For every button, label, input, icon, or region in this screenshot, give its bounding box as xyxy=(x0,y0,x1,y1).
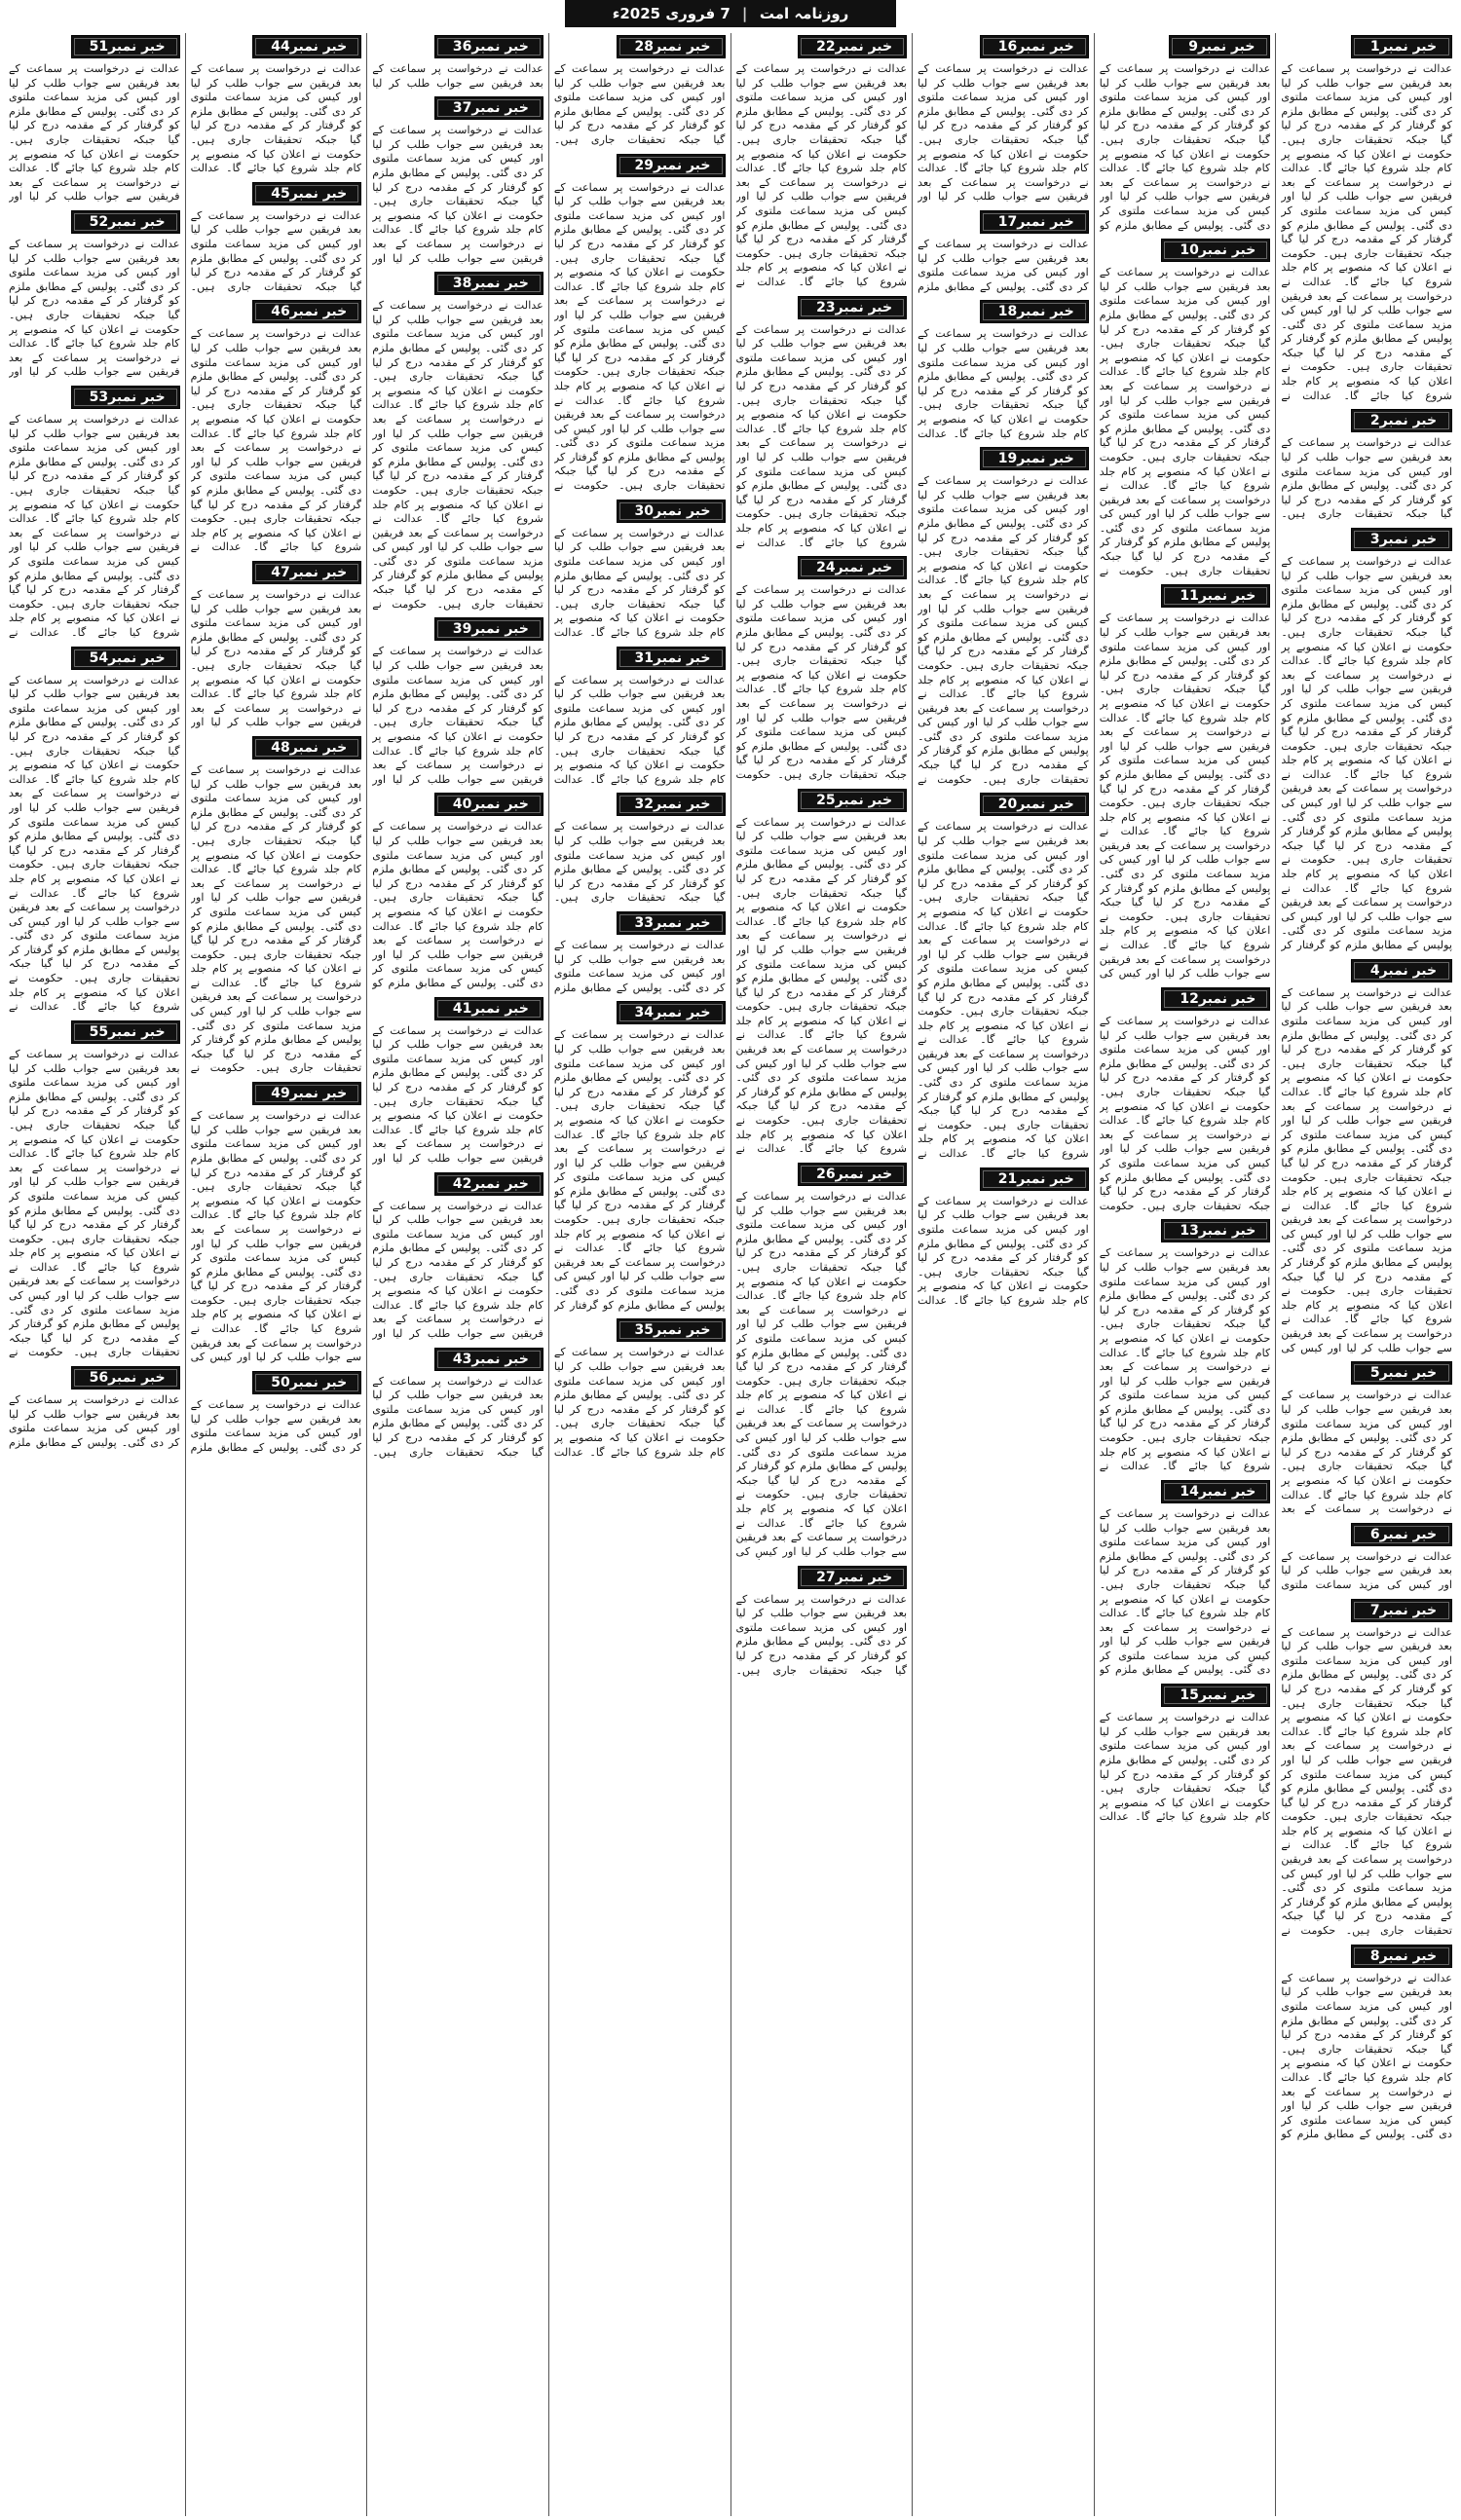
news-number-badge: خبر نمبر6 xyxy=(1351,1523,1452,1546)
news-item xyxy=(554,793,726,906)
news-body-text: عدالت نے درخواست پر سماعت کے بعد فریقین سے جواب طلب کر لیا اور کیس کی مزید سماعت ملتوی کر دی گئی۔ پولیس کے مطابق ملزم کو گرفتار کر کے مقدمہ درج کر لیا گیا جبکہ تحقیقات جاری ہیں۔ حکومت نے اعلان کیا کہ منصوبے پر کام جلد شروع کیا جائے گا۔ عدالت نے درخواست پر سماعت کے بعد فریقین سے جواب طلب کر لیا اور کیس کی مزید سماعت ملتوی کر دی گئی۔ پولیس کے مطابق ملزم کو گرفتار کر کے مقدمہ درج کر لیا گیا جبکہ تحقیقات جاری ہیں۔ حکومت xyxy=(1099,1014,1271,1212)
news-column xyxy=(4,33,185,2516)
news-item-header xyxy=(372,997,543,1020)
news-item xyxy=(1100,584,1271,982)
news-item-header xyxy=(191,300,362,323)
news-item-header xyxy=(191,1082,362,1105)
news-body-text: عدالت نے درخواست پر سماعت کے بعد فریقین سے جواب طلب کر لیا اور کیس کی مزید سماعت ملتوی کر دی گئی۔ پولیس کے مطابق ملزم کو گرفتار کر کے مقدمہ درج کر لیا گیا جبکہ تحقیقات جاری ہیں۔ حکومت نے اعلان کیا کہ منصوبے پر کام جلد شروع کیا جائے گا۔ عدالت نے درخواست پر سماعت کے بعد فریقین سے جواب طلب کر لیا اور کیس کی مزید سماعت ملتوی کر دی گئی۔ پولیس کے مطابق ملزم کو گرفتار کر کے مقدمہ درج کر لیا گیا جبکہ تحقیقات جاری ہیں۔ حکومت نے اعلان کیا کہ منصوبے پر کام جلد شروع کیا جائے گا۔ عدالت نے درخواست پر سماعت کے بعد فریقین سے جواب طلب کر لیا اور کیس کی مزید سماعت ملتوی کر دی گئی۔ پولیس کے مطابق ملزم کو گرفتار کر کے مقدمہ درج کر لیا گیا جبکہ تحقیقات جاری ہیں۔ حکومت نے xyxy=(9,1047,180,1359)
news-item xyxy=(736,789,908,1157)
news-item xyxy=(736,35,908,290)
news-body-text: عدالت نے درخواست پر سماعت کے بعد فریقین سے جواب طلب کر لیا اور کیس کی مزید سماعت ملتوی کر دی گئی۔ پولیس کے مطابق ملزم کو گرفتار کر کے مقدمہ درج کر لیا گیا جبکہ تحقیقات جاری ہیں۔ حکومت نے اعلان کیا کہ منصوبے پر کام جلد شروع کیا جائے گا۔ عدالت xyxy=(553,1346,726,1459)
news-number-badge: خبر نمبر47 xyxy=(252,561,361,584)
news-number-badge: خبر نمبر49 xyxy=(252,1082,361,1105)
news-item-header xyxy=(372,1348,543,1371)
news-item-header xyxy=(1281,1945,1452,1968)
news-body-text: عدالت نے درخواست پر سماعت کے بعد فریقین سے جواب طلب کر لیا اور کیس کی مزید سماعت ملتوی کر دی گئی۔ پولیس کے مطابق ملزم کو گرفتار کر کے مقدمہ درج کر لیا گیا جبکہ تحقیقات جاری ہیں۔ حکومت نے اعلان کیا کہ منصوبے پر کام جلد شروع کیا جائے گا۔ عدالت نے درخواست پر سماعت کے بعد فریقین سے جواب طلب کر لیا اور کیس کی مزید سماعت ملتوی کر دی گئی۔ پولیس کے مطابق ملزم کو گرفتار کر کے مقدمہ درج کر لیا گیا جبکہ تحقیقات جاری ہیں۔ حکومت نے اعلان کیا کہ منصوبے پر کام جلد شروع کیا جائے گا۔ عدالت نے درخواست پر سماعت کے بعد فریقین سے جواب طلب کر لیا اور کیس کی xyxy=(190,1109,362,1364)
news-number-badge: خبر نمبر3 xyxy=(1351,528,1452,551)
news-item-header xyxy=(554,1001,726,1024)
news-body-text: عدالت نے درخواست پر سماعت کے بعد فریقین سے جواب طلب کر لیا اور کیس کی مزید سماعت ملتوی کر دی گئی۔ پولیس کے مطابق ملزم کو گرفتار کر کے مقدمہ درج کر لیا گیا جبکہ تحقیقات جاری ہیں۔ حکومت نے اعلان کیا کہ منصوبے پر کام جلد شروع کیا جائے گا۔ عدالت نے درخواست پر سماعت کے بعد فریقین سے جواب طلب کر لیا اور کیس کی مزید سماعت ملتوی کر دی گئی۔ پولیس کے مطابق ملزم کو xyxy=(1099,62,1271,232)
news-body-text: عدالت نے درخواست پر سماعت کے بعد فریقین سے جواب طلب کر لیا اور کیس کی مزید سماعت ملتوی کر دی گئی۔ پولیس کے مطابق ملزم xyxy=(190,1397,362,1454)
news-column xyxy=(730,33,913,2516)
news-item-header xyxy=(1281,1599,1452,1622)
news-item xyxy=(191,1082,362,1365)
news-item xyxy=(9,386,180,641)
news-number-badge: خبر نمبر43 xyxy=(434,1348,543,1371)
news-item-header xyxy=(918,1167,1089,1191)
news-columns xyxy=(4,33,1457,2516)
news-body-text: عدالت نے درخواست پر سماعت کے بعد فریقین سے جواب طلب کر لیا اور کیس کی مزید سماعت ملتوی کر دی گئی۔ پولیس کے مطابق ملزم کو گرفتار کر کے مقدمہ درج کر لیا گیا جبکہ تحقیقات جاری ہیں۔ حکومت نے اعلان کیا کہ منصوبے پر کام جلد شروع کیا جائے گا۔ عدالت نے درخواست پر سماعت کے بعد فریقین سے جواب طلب کر لیا اور کیس کی مزید سماعت ملتوی کر دی گئی۔ پولیس کے مطابق ملزم کو گرفتار کر کے مقدمہ درج کر لیا گیا جبکہ تحقیقات جاری ہیں۔ حکومت نے اعلان کیا کہ منصوبے پر کام جلد شروع کیا جائے گا۔ عدالت نے درخواست پر سماعت کے بعد فریقین سے جواب طلب کر لیا اور کیس کی مزید سماعت ملتوی کر دی گئی۔ پولیس کے مطابق ملزم کو گرفتار کر کے مقدمہ درج کر لیا گیا جبکہ تحقیقات جاری ہیں۔ حکومت نے اعلان کیا کہ منصوبے پر کام جلد شروع کیا جائے گا۔ عدالت نے xyxy=(1281,62,1452,402)
news-body-text: عدالت نے درخواست پر سماعت کے بعد فریقین سے جواب طلب کر لیا اور کیس کی مزید سماعت ملتوی کر دی گئی۔ پولیس کے مطابق ملزم کو گرفتار کر کے مقدمہ درج کر لیا گیا جبکہ تحقیقات جاری ہیں۔ حکومت نے اعلان کیا کہ منصوبے پر کام جلد شروع کیا جائے گا۔ عدالت xyxy=(553,526,726,639)
news-number-badge: خبر نمبر7 xyxy=(1351,1599,1452,1622)
news-column xyxy=(185,33,367,2516)
news-body-text: عدالت نے درخواست پر سماعت کے بعد فریقین سے جواب طلب کر لیا اور کیس کی مزید سماعت ملتوی کر دی گئی۔ پولیس کے مطابق ملزم کو گرفتار کر کے مقدمہ درج کر لیا گیا جبکہ تحقیقات جاری ہیں۔ حکومت نے اعلان کیا کہ منصوبے پر کام جلد شروع کیا جائے گا۔ عدالت نے درخواست پر سماعت کے بعد فریقین سے جواب طلب کر لیا اور xyxy=(372,1199,543,1340)
news-item-header xyxy=(554,1318,726,1342)
news-item-header xyxy=(554,793,726,816)
news-number-badge: خبر نمبر14 xyxy=(1161,1480,1270,1503)
news-number-badge: خبر نمبر37 xyxy=(434,96,543,120)
news-body-text: عدالت نے درخواست پر سماعت کے بعد فریقین سے جواب طلب کر لیا اور کیس کی مزید سماعت ملتوی کر دی گئی۔ پولیس کے مطابق ملزم کو گرفتار کر کے مقدمہ درج کر لیا گیا جبکہ تحقیقات جاری ہیں۔ xyxy=(372,1374,543,1459)
news-body-text: عدالت نے درخواست پر سماعت کے بعد فریقین سے جواب طلب کر لیا اور کیس کی مزید سماعت ملتوی کر دی گئی۔ پولیس کے مطابق ملزم کو گرفتار کر کے مقدمہ درج کر لیا گیا جبکہ تحقیقات جاری ہیں۔ حکومت نے اعلان کیا کہ منصوبے پر کام جلد شروع کیا جائے گا۔ عدالت xyxy=(553,673,726,786)
news-item xyxy=(1100,1219,1271,1474)
news-item-header xyxy=(9,1366,180,1390)
news-item-header xyxy=(736,556,908,579)
news-item-header xyxy=(372,272,543,295)
news-item xyxy=(554,1318,726,1460)
masthead-title: روزنامہ امت xyxy=(759,5,849,22)
news-item xyxy=(1100,35,1271,233)
news-item-header xyxy=(191,736,362,760)
news-item-header xyxy=(736,789,908,812)
news-number-badge: خبر نمبر13 xyxy=(1161,1219,1270,1242)
news-body-text: عدالت نے درخواست پر سماعت کے بعد فریقین سے جواب طلب کر لیا اور کیس کی مزید سماعت ملتوی کر دی گئی۔ پولیس کے مطابق ملزم کو گرفتار کر کے مقدمہ درج کر لیا گیا جبکہ تحقیقات جاری ہیں۔ حکومت نے اعلان کیا کہ منصوبے پر کام جلد شروع کیا جائے گا۔ عدالت نے درخواست پر سماعت کے بعد فریقین سے جواب طلب کر لیا اور xyxy=(372,1023,543,1165)
news-item xyxy=(9,1366,180,1450)
news-item xyxy=(918,35,1089,204)
news-body-text: عدالت نے درخواست پر سماعت کے بعد فریقین سے جواب طلب کر لیا اور کیس کی مزید سماعت ملتوی کر دی گئی۔ پولیس کے مطابق ملزم کو گرفتار کر کے مقدمہ درج کر لیا گیا جبکہ تحقیقات جاری ہیں۔ حکومت نے اعلان کیا کہ منصوبے پر کام جلد شروع کیا جائے گا۔ عدالت نے درخواست پر سماعت کے بعد فریقین سے جواب طلب کر لیا اور xyxy=(9,62,180,204)
news-number-badge: خبر نمبر19 xyxy=(980,447,1089,470)
masthead-separator: | xyxy=(741,5,748,22)
news-item xyxy=(1281,1945,1452,2142)
news-item xyxy=(191,300,362,555)
news-number-badge: خبر نمبر2 xyxy=(1351,409,1452,432)
news-number-badge: خبر نمبر50 xyxy=(252,1371,361,1394)
news-item xyxy=(9,1020,180,1360)
news-item-header xyxy=(1100,1684,1271,1707)
news-body-text: عدالت نے درخواست پر سماعت کے بعد فریقین سے جواب طلب کر لیا اور کیس کی مزید سماعت ملتوی کر دی گئی۔ پولیس کے مطابق ملزم کو گرفتار کر کے مقدمہ درج کر لیا گیا جبکہ تحقیقات جاری ہیں۔ حکومت نے اعلان کیا کہ منصوبے پر کام جلد شروع کیا جائے گا۔ عدالت نے درخواست پر سماعت کے بعد فریقین سے جواب طلب کر لیا اور کیس کی مزید سماعت ملتوی کر دی گئی۔ پولیس کے مطابق ملزم کو گرفتار کر کے مقدمہ درج کر لیا گیا جبکہ تحقیقات جاری ہیں۔ حکومت نے اعلان کیا کہ منصوبے پر کام جلد شروع کیا جائے گا۔ عدالت نے درخواست پر سماعت کے بعد فریقین سے جواب طلب کر لیا اور کیس کی مزید سماعت ملتوی کر دی گئی۔ پولیس کے مطابق ملزم کو گرفتار کر کے مقدمہ درج کر لیا گیا جبکہ تحقیقات جاری ہیں۔ حکومت نے اعلان کیا کہ منصوبے پر کام جلد شروع کیا جائے گا۔ عدالت نے xyxy=(9,673,180,1014)
news-item-header xyxy=(1100,35,1271,58)
news-column xyxy=(912,33,1094,2516)
news-item xyxy=(191,736,362,1076)
news-body-text: عدالت نے درخواست پر سماعت کے بعد فریقین سے جواب طلب کر لیا اور کیس کی مزید سماعت ملتوی کر دی گئی۔ پولیس کے مطابق ملزم xyxy=(918,238,1089,293)
news-item-header xyxy=(918,300,1089,323)
news-number-badge: خبر نمبر26 xyxy=(798,1163,907,1186)
news-body-text: عدالت نے درخواست پر سماعت کے بعد فریقین سے جواب طلب کر لیا اور کیس کی مزید سماعت ملتوی کر دی گئی۔ پولیس کے مطابق ملزم کو گرفتار کر کے مقدمہ درج کر لیا گیا جبکہ تحقیقات جاری ہیں۔ xyxy=(553,62,726,146)
news-body-text: عدالت نے درخواست پر سماعت کے بعد فریقین سے جواب طلب کر لیا xyxy=(372,62,543,90)
news-item-header xyxy=(736,1163,908,1186)
news-number-badge: خبر نمبر27 xyxy=(798,1566,907,1589)
news-column xyxy=(1094,33,1276,2516)
news-number-badge: خبر نمبر22 xyxy=(798,35,907,58)
news-item-header xyxy=(918,793,1089,816)
news-item xyxy=(191,1371,362,1455)
news-item-header xyxy=(1281,528,1452,551)
news-item-header xyxy=(9,210,180,234)
news-body-text: عدالت نے درخواست پر سماعت کے بعد فریقین سے جواب طلب کر لیا اور کیس کی مزید سماعت ملتوی کر دی گئی۔ پولیس کے مطابق ملزم کو گرفتار کر کے مقدمہ درج کر لیا گیا جبکہ تحقیقات جاری ہیں۔ حکومت نے اعلان کیا کہ منصوبے پر کام جلد شروع کیا جائے گا۔ عدالت نے درخواست پر سماعت کے بعد فریقین سے جواب طلب کر لیا اور کیس کی مزید سماعت ملتوی کر دی گئی۔ پولیس کے مطابق ملزم کو xyxy=(372,820,543,989)
news-body-text: عدالت نے درخواست پر سماعت کے بعد فریقین سے جواب طلب کر لیا اور کیس کی مزید سماعت ملتوی کر دی گئی۔ پولیس کے مطابق ملزم کو گرفتار کر کے مقدمہ درج کر لیا گیا جبکہ تحقیقات جاری ہیں۔ حکومت نے اعلان کیا کہ منصوبے پر کام جلد شروع کیا جائے گا۔ عدالت xyxy=(918,327,1089,440)
news-body-text: عدالت نے درخواست پر سماعت کے بعد فریقین سے جواب طلب کر لیا اور کیس کی مزید سماعت ملتوی کر دی گئی۔ پولیس کے مطابق ملزم کو گرفتار کر کے مقدمہ درج کر لیا گیا جبکہ تحقیقات جاری ہیں۔ xyxy=(553,820,726,905)
news-column xyxy=(366,33,548,2516)
news-item-header xyxy=(1281,959,1452,982)
news-number-badge: خبر نمبر45 xyxy=(252,182,361,205)
news-number-badge: خبر نمبر44 xyxy=(252,35,361,58)
news-body-text: عدالت نے درخواست پر سماعت کے بعد فریقین سے جواب طلب کر لیا اور کیس کی مزید سماعت ملتوی کر دی گئی۔ پولیس کے مطابق ملزم xyxy=(553,938,726,994)
news-item-header xyxy=(1100,239,1271,262)
news-number-badge: خبر نمبر42 xyxy=(434,1172,543,1196)
news-number-badge: خبر نمبر46 xyxy=(252,300,361,323)
news-number-badge: خبر نمبر39 xyxy=(434,617,543,641)
news-number-badge: خبر نمبر16 xyxy=(980,35,1089,58)
news-item-header xyxy=(191,182,362,205)
news-body-text: عدالت نے درخواست پر سماعت کے بعد فریقین سے جواب طلب کر لیا اور کیس کی مزید سماعت ملتوی کر دی گئی۔ پولیس کے مطابق ملزم کو گرفتار کر کے مقدمہ درج کر لیا گیا جبکہ تحقیقات جاری ہیں۔ حکومت نے اعلان کیا کہ منصوبے پر کام جلد شروع کیا جائے گا۔ عدالت xyxy=(918,1194,1089,1307)
news-number-badge: خبر نمبر51 xyxy=(71,35,180,58)
news-number-badge: خبر نمبر36 xyxy=(434,35,543,58)
news-item xyxy=(918,1167,1089,1309)
news-body-text: عدالت نے درخواست پر سماعت کے بعد فریقین سے جواب طلب کر لیا اور کیس کی مزید سماعت ملتوی کر دی گئی۔ پولیس کے مطابق ملزم کو گرفتار کر کے مقدمہ درج کر لیا گیا جبکہ تحقیقات جاری ہیں۔ حکومت نے اعلان کیا کہ منصوبے پر کام جلد شروع کیا جائے گا۔ عدالت نے درخواست پر سماعت کے بعد فریقین سے جواب طلب کر لیا اور کیس کی مزید سماعت ملتوی کر دی گئی۔ پولیس کے مطابق ملزم کو گرفتار کر کے مقدمہ درج کر لیا گیا جبکہ تحقیقات جاری ہیں۔ حکومت نے اعلان کیا کہ منصوبے پر کام جلد شروع کیا جائے گا۔ عدالت نے درخواست پر سماعت کے بعد فریقین سے جواب طلب کر لیا اور کیس کی مزید سماعت ملتوی کر دی گئی۔ پولیس کے مطابق ملزم کو گرفتار کر کے مقدمہ درج کر لیا گیا جبکہ تحقیقات جاری ہیں۔ حکومت نے xyxy=(1099,266,1271,577)
news-item xyxy=(1100,1684,1271,1825)
news-number-badge: خبر نمبر23 xyxy=(798,296,907,319)
news-item xyxy=(1281,409,1452,522)
news-body-text: عدالت نے درخواست پر سماعت کے بعد فریقین سے جواب طلب کر لیا اور کیس کی مزید سماعت ملتوی کر دی گئی۔ پولیس کے مطابق ملزم کو گرفتار کر کے مقدمہ درج کر لیا گیا جبکہ تحقیقات جاری ہیں۔ حکومت نے اعلان کیا کہ منصوبے پر کام جلد شروع کیا جائے گا۔ عدالت نے درخواست پر سماعت کے بعد فریقین سے جواب طلب کر لیا اور کیس کی مزید سماعت ملتوی کر دی گئی۔ پولیس کے مطابق ملزم کو گرفتار کر کے مقدمہ درج کر لیا گیا جبکہ تحقیقات جاری ہیں۔ حکومت نے اعلان کیا کہ منصوبے پر کام جلد شروع کیا جائے گا۔ عدالت نے xyxy=(9,413,180,639)
news-item xyxy=(736,556,908,782)
news-body-text: عدالت نے درخواست پر سماعت کے بعد فریقین سے جواب طلب کر لیا اور کیس کی مزید سماعت ملتوی کر دی گئی۔ پولیس کے مطابق ملزم کو گرفتار کر کے مقدمہ درج کر لیا گیا جبکہ تحقیقات جاری ہیں۔ حکومت نے اعلان کیا کہ منصوبے پر کام جلد شروع کیا جائے گا۔ عدالت نے درخواست پر سماعت کے بعد فریقین سے جواب طلب کر لیا اور کیس کی مزید سماعت ملتوی کر دی گئی۔ پولیس کے مطابق ملزم کو گرفتار کر کے مقدمہ درج کر لیا گیا جبکہ تحقیقات جاری ہیں۔ حکومت نے اعلان کیا کہ منصوبے پر کام جلد شروع کیا جائے گا۔ عدالت نے درخواست پر سماعت کے بعد فریقین سے جواب طلب کر لیا اور کیس کی مزید سماعت ملتوی کر دی گئی۔ پولیس کے مطابق ملزم کو گرفتار کر کے مقدمہ درج کر لیا گیا جبکہ تحقیقات جاری ہیں۔ حکومت نے اعلان کیا کہ منصوبے پر کام جلد شروع کیا جائے گا۔ عدالت نے xyxy=(918,820,1089,1161)
news-item-header xyxy=(736,296,908,319)
news-body-text: عدالت نے درخواست پر سماعت کے بعد فریقین سے جواب طلب کر لیا اور کیس کی مزید سماعت ملتوی کر دی گئی۔ پولیس کے مطابق ملزم کو گرفتار کر کے مقدمہ درج کر لیا گیا جبکہ تحقیقات جاری ہیں۔ حکومت نے اعلان کیا کہ منصوبے پر کام جلد شروع کیا جائے گا۔ عدالت نے درخواست پر سماعت کے بعد فریقین سے جواب طلب کر لیا اور کیس کی مزید سماعت ملتوی کر دی گئی۔ پولیس کے مطابق ملزم کو گرفتار کر کے مقدمہ درج کر لیا گیا جبکہ تحقیقات جاری ہیں۔ حکومت نے اعلان کیا کہ منصوبے پر کام جلد شروع کیا جائے گا۔ عدالت نے درخواست پر سماعت کے بعد فریقین سے جواب طلب کر لیا اور کیس کی مزید سماعت ملتوی کر دی گئی۔ پولیس کے مطابق ملزم کو گرفتار کر کے مقدمہ درج کر لیا گیا جبکہ تحقیقات جاری ہیں۔ حکومت نے xyxy=(190,762,362,1075)
news-item xyxy=(1100,239,1271,578)
news-item-header xyxy=(9,1020,180,1044)
news-item-header xyxy=(554,911,726,935)
news-item xyxy=(554,500,726,641)
news-body-text: عدالت نے درخواست پر سماعت کے بعد فریقین سے جواب طلب کر لیا اور کیس کی مزید سماعت ملتوی کر دی گئی۔ پولیس کے مطابق ملزم کو گرفتار کر کے مقدمہ درج کر لیا گیا جبکہ تحقیقات جاری ہیں۔ حکومت نے اعلان کیا کہ منصوبے پر کام جلد شروع کیا جائے گا۔ عدالت نے درخواست پر سماعت کے بعد فریقین سے جواب طلب کر لیا اور کیس کی مزید سماعت ملتوی کر دی گئی۔ پولیس کے مطابق ملزم کو گرفتار کر کے مقدمہ درج کر لیا گیا جبکہ تحقیقات جاری ہیں۔ حکومت نے اعلان کیا کہ منصوبے پر کام جلد شروع کیا جائے گا۔ عدالت نے درخواست پر سماعت کے بعد فریقین سے جواب طلب کر لیا اور کیس کی مزید سماعت ملتوی کر دی گئی۔ پولیس کے مطابق ملزم کو گرفتار کر کے مقدمہ درج کر لیا گیا جبکہ تحقیقات جاری ہیں۔ حکومت نے اعلان کیا کہ منصوبے پر کام جلد شروع کیا جائے گا۔ عدالت نے درخواست پر سماعت کے بعد فریقین سے جواب طلب کر لیا اور کیس کی xyxy=(735,1189,908,1558)
news-body-text: عدالت نے درخواست پر سماعت کے بعد فریقین سے جواب طلب کر لیا اور کیس کی مزید سماعت ملتوی کر دی گئی۔ پولیس کے مطابق ملزم کو گرفتار کر کے مقدمہ درج کر لیا گیا جبکہ تحقیقات جاری ہیں۔ حکومت نے اعلان کیا کہ منصوبے پر کام جلد شروع کیا جائے گا۔ عدالت نے درخواست پر سماعت کے بعد فریقین سے جواب طلب کر لیا اور کیس کی مزید سماعت ملتوی کر دی گئی۔ پولیس کے مطابق ملزم کو گرفتار کر کے مقدمہ درج کر لیا گیا جبکہ تحقیقات جاری ہیں۔ حکومت نے اعلان کیا کہ منصوبے پر کام جلد شروع کیا جائے گا۔ عدالت نے درخواست پر سماعت کے بعد فریقین سے جواب طلب کر لیا اور کیس کی مزید سماعت ملتوی کر دی گئی۔ پولیس کے مطابق ملزم کو گرفتار کر کے مقدمہ درج کر لیا گیا جبکہ تحقیقات جاری ہیں۔ حکومت نے xyxy=(1281,1625,1452,1938)
news-body-text: عدالت نے درخواست پر سماعت کے بعد فریقین سے جواب طلب کر لیا اور کیس کی مزید سماعت ملتوی کر دی گئی۔ پولیس کے مطابق ملزم کو گرفتار کر کے مقدمہ درج کر لیا گیا جبکہ تحقیقات جاری ہیں۔ حکومت نے اعلان کیا کہ منصوبے پر کام جلد شروع کیا جائے گا۔ عدالت نے درخواست پر سماعت کے بعد فریقین سے جواب طلب کر لیا اور کیس کی مزید سماعت ملتوی کر دی گئی۔ پولیس کے مطابق ملزم کو گرفتار کر کے مقدمہ درج کر لیا گیا جبکہ تحقیقات جاری ہیں۔ حکومت نے اعلان کیا کہ منصوبے پر کام جلد شروع کیا جائے گا۔ عدالت نے درخواست پر سماعت کے بعد فریقین سے جواب طلب کر لیا اور کیس کی مزید سماعت ملتوی کر دی گئی۔ پولیس کے مطابق ملزم کو گرفتار کر کے مقدمہ درج کر لیا گیا جبکہ تحقیقات جاری ہیں۔ حکومت نے xyxy=(553,180,726,493)
news-number-badge: خبر نمبر25 xyxy=(798,789,907,812)
news-item-header xyxy=(1281,409,1452,432)
masthead xyxy=(565,0,896,27)
news-item xyxy=(554,35,726,148)
news-item xyxy=(372,1172,543,1342)
news-item-header xyxy=(918,35,1089,58)
news-item xyxy=(9,210,180,380)
news-number-badge: خبر نمبر18 xyxy=(980,300,1089,323)
news-number-badge: خبر نمبر53 xyxy=(71,386,180,409)
news-body-text: عدالت نے درخواست پر سماعت کے بعد فریقین سے جواب طلب کر لیا اور کیس کی مزید سماعت ملتوی کر دی گئی۔ پولیس کے مطابق ملزم کو گرفتار کر کے مقدمہ درج کر لیا گیا جبکہ تحقیقات جاری ہیں۔ حکومت نے اعلان کیا کہ منصوبے پر کام جلد شروع کیا جائے گا۔ عدالت نے درخواست پر سماعت کے بعد فریقین سے جواب طلب کر لیا اور کیس کی مزید سماعت ملتوی کر دی گئی۔ پولیس کے مطابق ملزم کو گرفتار کر کے مقدمہ درج کر لیا گیا جبکہ تحقیقات جاری ہیں۔ حکومت نے اعلان کیا کہ منصوبے پر کام جلد شروع کیا جائے گا۔ عدالت نے درخواست پر سماعت کے بعد فریقین سے جواب طلب کر لیا اور کیس کی مزید سماعت ملتوی کر دی گئی۔ پولیس کے مطابق ملزم کو گرفتار کر کے مقدمہ درج کر لیا گیا جبکہ تحقیقات جاری ہیں۔ حکومت نے xyxy=(918,474,1089,786)
news-number-badge: خبر نمبر10 xyxy=(1161,239,1270,262)
news-item xyxy=(554,154,726,494)
news-item-header xyxy=(918,447,1089,470)
news-number-badge: خبر نمبر8 xyxy=(1351,1945,1452,1968)
news-number-badge: خبر نمبر38 xyxy=(434,272,543,295)
news-column xyxy=(548,33,730,2516)
news-item xyxy=(918,793,1089,1161)
news-item xyxy=(736,296,908,551)
news-item-header xyxy=(1281,1361,1452,1385)
news-item xyxy=(918,210,1089,294)
news-item xyxy=(1100,1480,1271,1678)
news-item xyxy=(1281,959,1452,1356)
news-item-header xyxy=(191,561,362,584)
news-number-badge: خبر نمبر35 xyxy=(617,1318,726,1342)
news-number-badge: خبر نمبر9 xyxy=(1169,35,1270,58)
news-body-text: عدالت نے درخواست پر سماعت کے بعد فریقین سے جواب طلب کر لیا اور کیس کی مزید سماعت ملتوی xyxy=(1281,1549,1452,1591)
news-item xyxy=(554,911,726,995)
news-item-header xyxy=(554,500,726,523)
news-item xyxy=(372,793,543,990)
news-item-header xyxy=(554,647,726,670)
news-body-text: عدالت نے درخواست پر سماعت کے بعد فریقین سے جواب طلب کر لیا اور کیس کی مزید سماعت ملتوی کر دی گئی۔ پولیس کے مطابق ملزم کو گرفتار کر کے مقدمہ درج کر لیا گیا جبکہ تحقیقات جاری ہیں۔ xyxy=(1281,436,1452,521)
news-body-text: عدالت نے درخواست پر سماعت کے بعد فریقین سے جواب طلب کر لیا اور کیس کی مزید سماعت ملتوی کر دی گئی۔ پولیس کے مطابق ملزم کو گرفتار کر کے مقدمہ درج کر لیا گیا جبکہ تحقیقات جاری ہیں۔ حکومت نے اعلان کیا کہ منصوبے پر کام جلد شروع کیا جائے گا۔ عدالت نے درخواست پر سماعت کے بعد فریقین سے جواب طلب کر لیا اور xyxy=(372,645,543,786)
news-item xyxy=(736,1566,908,1679)
news-body-text: عدالت نے درخواست پر سماعت کے بعد فریقین سے جواب طلب کر لیا اور کیس کی مزید سماعت ملتوی کر دی گئی۔ پولیس کے مطابق ملزم کو گرفتار کر کے مقدمہ درج کر لیا گیا جبکہ تحقیقات جاری ہیں۔ حکومت نے اعلان کیا کہ منصوبے پر کام جلد شروع کیا جائے گا۔ عدالت نے درخواست پر سماعت کے بعد فریقین سے جواب طلب کر لیا اور کیس کی مزید سماعت ملتوی کر دی گئی۔ پولیس کے مطابق ملزم کو گرفتار کر کے مقدمہ درج کر لیا گیا جبکہ تحقیقات جاری ہیں۔ حکومت نے اعلان کیا کہ منصوبے پر کام جلد شروع کیا جائے گا۔ عدالت نے xyxy=(735,62,908,288)
news-item-header xyxy=(9,647,180,670)
news-item-header xyxy=(191,1371,362,1394)
masthead-date: 7 فروری 2025ء xyxy=(612,5,730,22)
news-number-badge: خبر نمبر33 xyxy=(617,911,726,935)
news-number-badge: خبر نمبر21 xyxy=(980,1167,1089,1191)
news-item xyxy=(191,561,362,730)
news-number-badge: خبر نمبر11 xyxy=(1161,584,1270,608)
news-item xyxy=(918,300,1089,441)
news-item xyxy=(1281,1599,1452,1939)
news-item-header xyxy=(9,386,180,409)
news-number-badge: خبر نمبر55 xyxy=(71,1020,180,1044)
news-body-text: عدالت نے درخواست پر سماعت کے بعد فریقین سے جواب طلب کر لیا اور کیس کی مزید سماعت ملتوی کر دی گئی۔ پولیس کے مطابق ملزم کو گرفتار کر کے مقدمہ درج کر لیا گیا جبکہ تحقیقات جاری ہیں۔ حکومت نے اعلان کیا کہ منصوبے پر کام جلد شروع کیا جائے گا۔ عدالت نے درخواست پر سماعت کے بعد فریقین سے جواب طلب کر لیا اور xyxy=(9,238,180,379)
news-item-header xyxy=(372,793,543,816)
news-item xyxy=(554,647,726,788)
news-body-text: عدالت نے درخواست پر سماعت کے بعد فریقین سے جواب طلب کر لیا اور کیس کی مزید سماعت ملتوی کر دی گئی۔ پولیس کے مطابق ملزم کو گرفتار کر کے مقدمہ درج کر لیا گیا جبکہ تحقیقات جاری ہیں۔ xyxy=(190,208,362,293)
news-body-text: عدالت نے درخواست پر سماعت کے بعد فریقین سے جواب طلب کر لیا اور کیس کی مزید سماعت ملتوی کر دی گئی۔ پولیس کے مطابق ملزم کو گرفتار کر کے مقدمہ درج کر لیا گیا جبکہ تحقیقات جاری ہیں۔ حکومت نے اعلان کیا کہ منصوبے پر کام جلد شروع کیا جائے گا۔ عدالت نے درخواست پر سماعت کے بعد فریقین سے جواب طلب کر لیا اور کیس کی مزید سماعت ملتوی کر دی گئی۔ پولیس کے مطابق ملزم کو گرفتار کر کے مقدمہ درج کر لیا گیا جبکہ تحقیقات جاری ہیں۔ حکومت نے اعلان کیا کہ منصوبے پر کام جلد شروع کیا جائے گا۔ عدالت نے xyxy=(1099,1246,1271,1473)
news-body-text: عدالت نے درخواست پر سماعت کے بعد فریقین سے جواب طلب کر لیا اور کیس کی مزید سماعت ملتوی کر دی گئی۔ پولیس کے مطابق ملزم کو گرفتار کر کے مقدمہ درج کر لیا گیا جبکہ تحقیقات جاری ہیں۔ حکومت نے اعلان کیا کہ منصوبے پر کام جلد شروع کیا جائے گا۔ عدالت نے درخواست پر سماعت کے بعد فریقین سے جواب طلب کر لیا اور xyxy=(918,62,1089,204)
news-item xyxy=(372,617,543,787)
news-item-header xyxy=(554,35,726,58)
news-item xyxy=(1281,35,1452,403)
news-item-header xyxy=(1100,987,1271,1011)
news-body-text: عدالت نے درخواست پر سماعت کے بعد فریقین سے جواب طلب کر لیا اور کیس کی مزید سماعت ملتوی کر دی گئی۔ پولیس کے مطابق ملزم کو گرفتار کر کے مقدمہ درج کر لیا گیا جبکہ تحقیقات جاری ہیں۔ حکومت نے اعلان کیا کہ منصوبے پر کام جلد شروع کیا جائے گا۔ عدالت نے درخواست پر سماعت کے بعد فریقین سے جواب طلب کر لیا اور کیس کی مزید سماعت ملتوی کر دی گئی۔ پولیس کے مطابق ملزم کو گرفتار کر کے مقدمہ درج کر لیا گیا جبکہ تحقیقات جاری ہیں۔ حکومت نے اعلان کیا کہ منصوبے پر کام جلد شروع کیا جائے گا۔ عدالت نے درخواست پر سماعت کے بعد فریقین سے جواب طلب کر لیا اور کیس کی مزید سماعت ملتوی کر دی گئی۔ پولیس کے مطابق ملزم کو گرفتار کر کے مقدمہ درج کر لیا گیا جبکہ تحقیقات جاری ہیں۔ حکومت نے xyxy=(372,299,543,611)
news-item-header xyxy=(736,1566,908,1589)
news-number-badge: خبر نمبر40 xyxy=(434,793,543,816)
news-item xyxy=(372,272,543,611)
news-item xyxy=(736,1163,908,1560)
news-body-text: عدالت نے درخواست پر سماعت کے بعد فریقین سے جواب طلب کر لیا اور کیس کی مزید سماعت ملتوی کر دی گئی۔ پولیس کے مطابق ملزم کو گرفتار کر کے مقدمہ درج کر لیا گیا جبکہ تحقیقات جاری ہیں۔ حکومت نے اعلان کیا کہ منصوبے پر کام جلد شروع کیا جائے گا۔ عدالت نے درخواست پر سماعت کے بعد فریقین سے جواب طلب کر لیا اور کیس کی مزید سماعت ملتوی کر دی گئی۔ پولیس کے مطابق ملزم کو گرفتار کر کے مقدمہ درج کر لیا گیا جبکہ تحقیقات جاری ہیں۔ حکومت نے اعلان کیا کہ منصوبے پر کام جلد شروع کیا جائے گا۔ عدالت نے xyxy=(190,327,362,554)
news-item xyxy=(1281,528,1452,953)
news-item-header xyxy=(1281,1523,1452,1546)
news-item xyxy=(191,35,362,176)
news-item xyxy=(9,647,180,1015)
news-body-text: عدالت نے درخواست پر سماعت کے بعد فریقین سے جواب طلب کر لیا اور کیس کی مزید سماعت ملتوی کر دی گئی۔ پولیس کے مطابق ملزم کو گرفتار کر کے مقدمہ درج کر لیا گیا جبکہ تحقیقات جاری ہیں۔ حکومت نے اعلان کیا کہ منصوبے پر کام جلد شروع کیا جائے گا۔ عدالت نے درخواست پر سماعت کے بعد فریقین سے جواب طلب کر لیا اور کیس کی مزید سماعت ملتوی کر دی گئی۔ پولیس کے مطابق ملزم کو xyxy=(1281,1971,1452,2141)
news-number-badge: خبر نمبر5 xyxy=(1351,1361,1452,1385)
news-number-badge: خبر نمبر4 xyxy=(1351,959,1452,982)
news-body-text: عدالت نے درخواست پر سماعت کے بعد فریقین سے جواب طلب کر لیا اور کیس کی مزید سماعت ملتوی کر دی گئی۔ پولیس کے مطابق ملزم کو گرفتار کر کے مقدمہ درج کر لیا گیا جبکہ تحقیقات جاری ہیں۔ حکومت نے اعلان کیا کہ منصوبے پر کام جلد شروع کیا جائے گا۔ عدالت نے درخواست پر سماعت کے بعد فریقین سے جواب طلب کر لیا اور کیس کی مزید سماعت ملتوی کر دی گئی۔ پولیس کے مطابق ملزم کو xyxy=(1099,1506,1271,1677)
news-item-header xyxy=(1100,1480,1271,1503)
news-number-badge: خبر نمبر52 xyxy=(71,210,180,234)
news-number-badge: خبر نمبر56 xyxy=(71,1366,180,1390)
news-column xyxy=(1275,33,1457,2516)
news-body-text: عدالت نے درخواست پر سماعت کے بعد فریقین سے جواب طلب کر لیا اور کیس کی مزید سماعت ملتوی کر دی گئی۔ پولیس کے مطابق ملزم کو گرفتار کر کے مقدمہ درج کر لیا گیا جبکہ تحقیقات جاری ہیں۔ حکومت نے اعلان کیا کہ منصوبے پر کام جلد شروع کیا جائے گا۔ عدالت xyxy=(1099,1711,1271,1824)
news-body-text: عدالت نے درخواست پر سماعت کے بعد فریقین سے جواب طلب کر لیا اور کیس کی مزید سماعت ملتوی کر دی گئی۔ پولیس کے مطابق ملزم کو گرفتار کر کے مقدمہ درج کر لیا گیا جبکہ تحقیقات جاری ہیں۔ حکومت نے اعلان کیا کہ منصوبے پر کام جلد شروع کیا جائے گا۔ عدالت نے درخواست پر سماعت کے بعد فریقین سے جواب طلب کر لیا اور xyxy=(190,587,362,729)
news-body-text: عدالت نے درخواست پر سماعت کے بعد فریقین سے جواب طلب کر لیا اور کیس کی مزید سماعت ملتوی کر دی گئی۔ پولیس کے مطابق ملزم کو گرفتار کر کے مقدمہ درج کر لیا گیا جبکہ تحقیقات جاری ہیں۔ حکومت نے اعلان کیا کہ منصوبے پر کام جلد شروع کیا جائے گا۔ عدالت نے درخواست پر سماعت کے بعد فریقین سے جواب طلب کر لیا اور xyxy=(372,124,543,265)
news-item-header xyxy=(372,35,543,58)
news-body-text: عدالت نے درخواست پر سماعت کے بعد فریقین سے جواب طلب کر لیا اور کیس کی مزید سماعت ملتوی کر دی گئی۔ پولیس کے مطابق ملزم کو گرفتار کر کے مقدمہ درج کر لیا گیا جبکہ تحقیقات جاری ہیں۔ حکومت نے اعلان کیا کہ منصوبے پر کام جلد شروع کیا جائے گا۔ عدالت نے درخواست پر سماعت کے بعد فریقین سے جواب طلب کر لیا اور کیس کی مزید سماعت ملتوی کر دی گئی۔ پولیس کے مطابق ملزم کو گرفتار کر کے مقدمہ درج کر لیا گیا جبکہ تحقیقات جاری ہیں۔ حکومت نے اعلان کیا کہ منصوبے پر کام جلد شروع کیا جائے گا۔ عدالت نے درخواست پر سماعت کے بعد فریقین سے جواب طلب کر لیا اور کیس کی مزید سماعت ملتوی کر دی گئی۔ پولیس کے مطابق ملزم کو گرفتار کر کے مقدمہ درج کر لیا گیا جبکہ تحقیقات جاری ہیں۔ حکومت نے اعلان کیا کہ منصوبے پر کام جلد شروع کیا جائے گا۔ عدالت نے درخواست پر سماعت کے بعد فریقین سے جواب طلب کر لیا اور کیس کی xyxy=(1099,611,1271,981)
news-body-text: عدالت نے درخواست پر سماعت کے بعد فریقین سے جواب طلب کر لیا اور کیس کی مزید سماعت ملتوی کر دی گئی۔ پولیس کے مطابق ملزم کو گرفتار کر کے مقدمہ درج کر لیا گیا جبکہ تحقیقات جاری ہیں۔ حکومت نے اعلان کیا کہ منصوبے پر کام جلد شروع کیا جائے گا۔ عدالت نے درخواست پر سماعت کے بعد فریقین سے جواب طلب کر لیا اور کیس کی مزید سماعت ملتوی کر دی گئی۔ پولیس کے مطابق ملزم کو گرفتار کر کے مقدمہ درج کر لیا گیا جبکہ تحقیقات جاری ہیں۔ حکومت نے اعلان کیا کہ منصوبے پر کام جلد شروع کیا جائے گا۔ عدالت نے درخواست پر سماعت کے بعد فریقین سے جواب طلب کر لیا اور کیس کی مزید سماعت ملتوی کر دی گئی۔ پولیس کے مطابق ملزم کو گرفتار کر کے مقدمہ درج کر لیا گیا جبکہ تحقیقات جاری ہیں۔ حکومت نے اعلان کیا کہ منصوبے پر کام جلد شروع کیا جائے گا۔ عدالت نے درخواست پر سماعت کے بعد فریقین سے جواب طلب کر لیا اور کیس کی xyxy=(1281,985,1452,1354)
news-body-text: عدالت نے درخواست پر سماعت کے بعد فریقین سے جواب طلب کر لیا اور کیس کی مزید سماعت ملتوی کر دی گئی۔ پولیس کے مطابق ملزم کو گرفتار کر کے مقدمہ درج کر لیا گیا جبکہ تحقیقات جاری ہیں۔ xyxy=(735,1592,908,1677)
news-item xyxy=(1281,1361,1452,1516)
news-item-header xyxy=(918,210,1089,234)
news-body-text: عدالت نے درخواست پر سماعت کے بعد فریقین سے جواب طلب کر لیا اور کیس کی مزید سماعت ملتوی کر دی گئی۔ پولیس کے مطابق ملزم کو گرفتار کر کے مقدمہ درج کر لیا گیا جبکہ تحقیقات جاری ہیں۔ حکومت نے اعلان کیا کہ منصوبے پر کام جلد شروع کیا جائے گا۔ عدالت نے درخواست پر سماعت کے بعد فریقین سے جواب طلب کر لیا اور کیس کی مزید سماعت ملتوی کر دی گئی۔ پولیس کے مطابق ملزم کو گرفتار کر کے مقدمہ درج کر لیا گیا جبکہ تحقیقات جاری ہیں۔ حکومت نے اعلان کیا کہ منصوبے پر کام جلد شروع کیا جائے گا۔ عدالت نے درخواست پر سماعت کے بعد فریقین سے جواب طلب کر لیا اور کیس کی مزید سماعت ملتوی کر دی گئی۔ پولیس کے مطابق ملزم کو گرفتار کر کے مقدمہ درج کر لیا گیا جبکہ تحقیقات جاری ہیں۔ حکومت نے اعلان کیا کہ منصوبے پر کام جلد شروع کیا جائے گا۔ عدالت نے xyxy=(735,815,908,1156)
news-item-header xyxy=(372,617,543,641)
news-item-header xyxy=(9,35,180,58)
news-number-badge: خبر نمبر29 xyxy=(617,154,726,177)
news-number-badge: خبر نمبر41 xyxy=(434,997,543,1020)
news-item-header xyxy=(191,35,362,58)
news-body-text: عدالت نے درخواست پر سماعت کے بعد فریقین سے جواب طلب کر لیا اور کیس کی مزید سماعت ملتوی کر دی گئی۔ پولیس کے مطابق ملزم کو گرفتار کر کے مقدمہ درج کر لیا گیا جبکہ تحقیقات جاری ہیں۔ حکومت نے اعلان کیا کہ منصوبے پر کام جلد شروع کیا جائے گا۔ عدالت نے درخواست پر سماعت کے بعد فریقین سے جواب طلب کر لیا اور کیس کی مزید سماعت ملتوی کر دی گئی۔ پولیس کے مطابق ملزم کو گرفتار کر کے مقدمہ درج کر لیا گیا جبکہ تحقیقات جاری ہیں۔ حکومت نے اعلان کیا کہ منصوبے پر کام جلد شروع کیا جائے گا۔ عدالت نے درخواست پر سماعت کے بعد فریقین سے جواب طلب کر لیا اور کیس کی مزید سماعت ملتوی کر دی گئی۔ پولیس کے مطابق ملزم کو گرفتار کر xyxy=(553,1028,726,1312)
news-body-text: عدالت نے درخواست پر سماعت کے بعد فریقین سے جواب طلب کر لیا اور کیس کی مزید سماعت ملتوی کر دی گئی۔ پولیس کے مطابق ملزم کو گرفتار کر کے مقدمہ درج کر لیا گیا جبکہ تحقیقات جاری ہیں۔ حکومت نے اعلان کیا کہ منصوبے پر کام جلد شروع کیا جائے گا۔ عدالت نے درخواست پر سماعت کے بعد xyxy=(1281,1389,1452,1516)
news-number-badge: خبر نمبر31 xyxy=(617,647,726,670)
news-number-badge: خبر نمبر24 xyxy=(798,556,907,579)
news-number-badge: خبر نمبر30 xyxy=(617,500,726,523)
news-item-header xyxy=(372,1172,543,1196)
news-item xyxy=(372,35,543,91)
news-number-badge: خبر نمبر48 xyxy=(252,736,361,760)
news-item xyxy=(918,447,1089,787)
news-item xyxy=(554,1001,726,1313)
news-number-badge: خبر نمبر1 xyxy=(1351,35,1452,58)
news-body-text: عدالت نے درخواست پر سماعت کے بعد فریقین سے جواب طلب کر لیا اور کیس کی مزید سماعت ملتوی کر دی گئی۔ پولیس کے مطابق ملزم کو گرفتار کر کے مقدمہ درج کر لیا گیا جبکہ تحقیقات جاری ہیں۔ حکومت نے اعلان کیا کہ منصوبے پر کام جلد شروع کیا جائے گا۔ عدالت xyxy=(190,62,362,175)
news-item xyxy=(372,96,543,266)
news-body-text: عدالت نے درخواست پر سماعت کے بعد فریقین سے جواب طلب کر لیا اور کیس کی مزید سماعت ملتوی کر دی گئی۔ پولیس کے مطابق ملزم xyxy=(9,1393,180,1449)
news-item xyxy=(191,182,362,295)
news-number-badge: خبر نمبر28 xyxy=(617,35,726,58)
news-number-badge: خبر نمبر12 xyxy=(1161,987,1270,1011)
news-item-header xyxy=(1100,1219,1271,1242)
news-item xyxy=(9,35,180,204)
news-item-header xyxy=(554,154,726,177)
news-item-header xyxy=(372,96,543,120)
news-item-header xyxy=(1100,584,1271,608)
news-item xyxy=(372,1348,543,1461)
news-item xyxy=(372,997,543,1167)
news-number-badge: خبر نمبر17 xyxy=(980,210,1089,234)
news-number-badge: خبر نمبر54 xyxy=(71,647,180,670)
news-item xyxy=(1281,1523,1452,1593)
news-item-header xyxy=(736,35,908,58)
news-number-badge: خبر نمبر34 xyxy=(617,1001,726,1024)
news-item xyxy=(1100,987,1271,1213)
news-body-text: عدالت نے درخواست پر سماعت کے بعد فریقین سے جواب طلب کر لیا اور کیس کی مزید سماعت ملتوی کر دی گئی۔ پولیس کے مطابق ملزم کو گرفتار کر کے مقدمہ درج کر لیا گیا جبکہ تحقیقات جاری ہیں۔ حکومت نے اعلان کیا کہ منصوبے پر کام جلد شروع کیا جائے گا۔ عدالت نے درخواست پر سماعت کے بعد فریقین سے جواب طلب کر لیا اور کیس کی مزید سماعت ملتوی کر دی گئی۔ پولیس کے مطابق ملزم کو گرفتار کر کے مقدمہ درج کر لیا گیا جبکہ تحقیقات جاری ہیں۔ حکومت نے اعلان کیا کہ منصوبے پر کام جلد شروع کیا جائے گا۔ عدالت نے xyxy=(735,322,908,549)
news-body-text: عدالت نے درخواست پر سماعت کے بعد فریقین سے جواب طلب کر لیا اور کیس کی مزید سماعت ملتوی کر دی گئی۔ پولیس کے مطابق ملزم کو گرفتار کر کے مقدمہ درج کر لیا گیا جبکہ تحقیقات جاری ہیں۔ حکومت نے اعلان کیا کہ منصوبے پر کام جلد شروع کیا جائے گا۔ عدالت نے درخواست پر سماعت کے بعد فریقین سے جواب طلب کر لیا اور کیس کی مزید سماعت ملتوی کر دی گئی۔ پولیس کے مطابق ملزم کو گرفتار کر کے مقدمہ درج کر لیا گیا جبکہ تحقیقات جاری ہیں۔ حکومت xyxy=(735,583,908,781)
news-body-text: عدالت نے درخواست پر سماعت کے بعد فریقین سے جواب طلب کر لیا اور کیس کی مزید سماعت ملتوی کر دی گئی۔ پولیس کے مطابق ملزم کو گرفتار کر کے مقدمہ درج کر لیا گیا جبکہ تحقیقات جاری ہیں۔ حکومت نے اعلان کیا کہ منصوبے پر کام جلد شروع کیا جائے گا۔ عدالت نے درخواست پر سماعت کے بعد فریقین سے جواب طلب کر لیا اور کیس کی مزید سماعت ملتوی کر دی گئی۔ پولیس کے مطابق ملزم کو گرفتار کر کے مقدمہ درج کر لیا گیا جبکہ تحقیقات جاری ہیں۔ حکومت نے اعلان کیا کہ منصوبے پر کام جلد شروع کیا جائے گا۔ عدالت نے درخواست پر سماعت کے بعد فریقین سے جواب طلب کر لیا اور کیس کی مزید سماعت ملتوی کر دی گئی۔ پولیس کے مطابق ملزم کو گرفتار کر کے مقدمہ درج کر لیا گیا جبکہ تحقیقات جاری ہیں۔ حکومت نے اعلان کیا کہ منصوبے پر کام جلد شروع کیا جائے گا۔ عدالت نے درخواست پر سماعت کے بعد فریقین سے جواب طلب کر لیا اور کیس کی مزید سماعت ملتوی کر دی گئی۔ پولیس کے مطابق ملزم کو گرفتار کر xyxy=(1281,554,1452,952)
news-number-badge: خبر نمبر15 xyxy=(1161,1684,1270,1707)
news-item-header xyxy=(1281,35,1452,58)
news-number-badge: خبر نمبر20 xyxy=(980,793,1089,816)
news-number-badge: خبر نمبر32 xyxy=(617,793,726,816)
